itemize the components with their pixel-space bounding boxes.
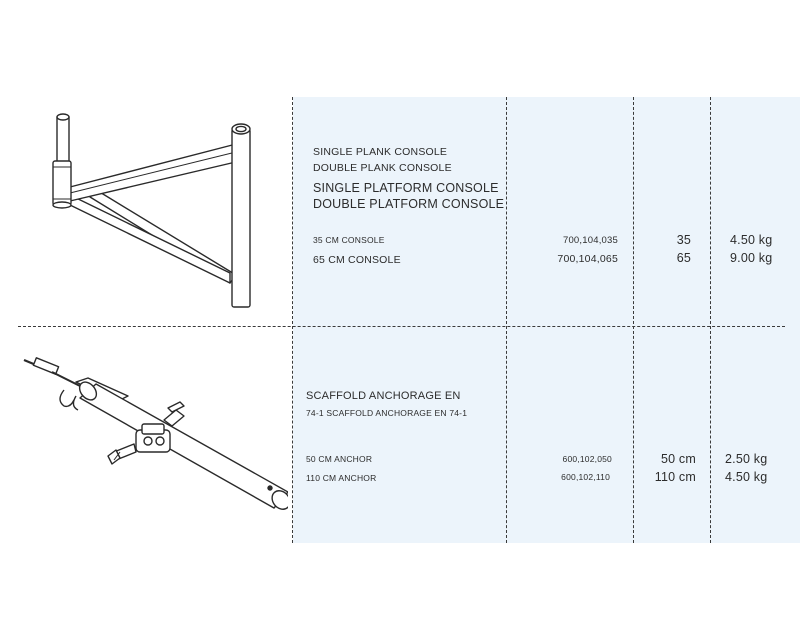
weight-value: 4.50 kg (730, 233, 773, 247)
variant-label: 50 CM ANCHOR (306, 454, 373, 464)
weight-value: 4.50 kg (725, 470, 768, 484)
product-name-scaffold-anchorage: SCAFFOLD ANCHORAGE EN (306, 390, 461, 402)
console-bracket-illustration (40, 105, 280, 320)
size-value: 50 cm (660, 452, 696, 466)
product-name-double-plank-console: DOUBLE PLANK CONSOLE (313, 162, 452, 174)
row-divider (18, 326, 785, 327)
product-name-single-plank-console: SINGLE PLANK CONSOLE (313, 146, 448, 158)
variant-label: 110 CM ANCHOR (306, 473, 377, 483)
scaffold-anchorage-illustration (18, 352, 288, 512)
column-divider-name (292, 97, 293, 543)
article-code: 700,104,065 (557, 253, 618, 265)
article-code: 600,102,050 (562, 454, 612, 464)
size-value: 35 (676, 233, 691, 247)
column-divider-weight (710, 97, 711, 543)
weight-value: 2.50 kg (725, 452, 768, 466)
product-name-single-platform-console: SINGLE PLATFORM CONSOLE (313, 181, 499, 195)
weight-value: 9.00 kg (730, 251, 773, 265)
product-name-double-platform-console: DOUBLE PLATFORM CONSOLE (313, 197, 505, 211)
article-code: 600,102,110 (561, 472, 610, 482)
variant-label: 35 CM CONSOLE (313, 235, 385, 245)
variant-label: 65 CM CONSOLE (313, 254, 401, 266)
article-code: 700,104,035 (562, 235, 618, 246)
size-value: 65 (676, 251, 691, 265)
product-name-scaffold-anchorage-standard: 74-1 SCAFFOLD ANCHORAGE EN 74-1 (306, 408, 468, 418)
size-value: 110 cm (654, 470, 696, 484)
